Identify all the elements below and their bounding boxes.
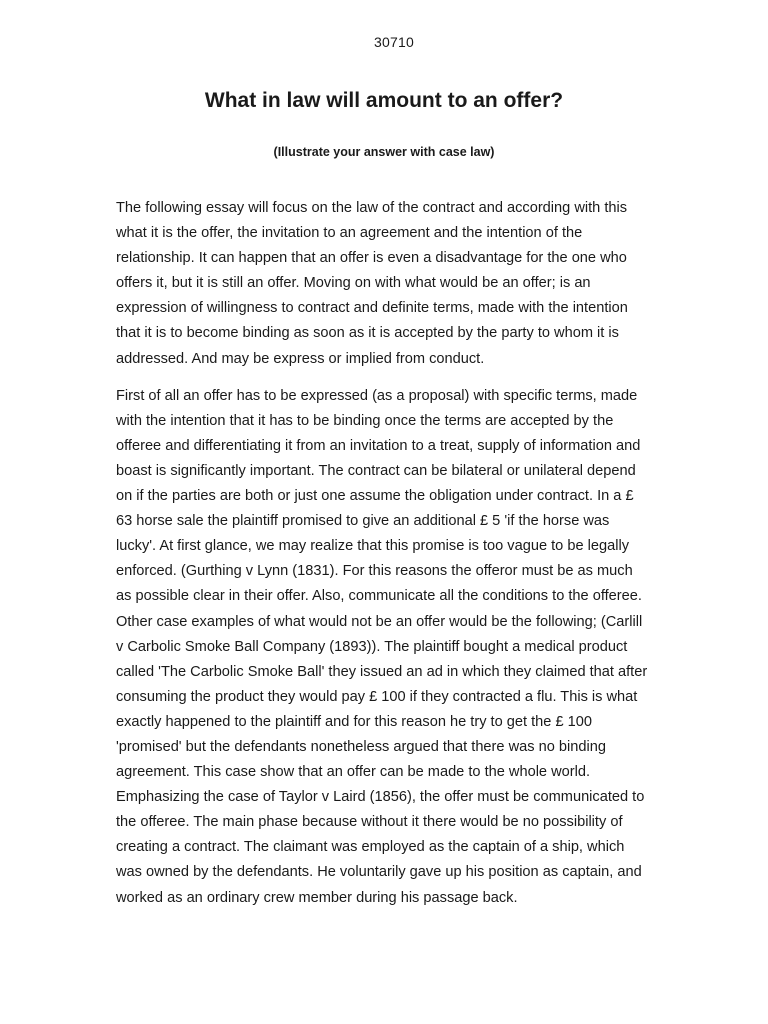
document-title: What in law will amount to an offer?: [204, 89, 564, 112]
essay-body: [116, 196, 652, 923]
page-number: 30710: [374, 34, 414, 50]
document-subtitle: (Illustrate your answer with case law): [273, 145, 495, 159]
essay-paragraph: First of all an offer has to be expressed (as a proposal) with specific terms, made with the intention that it has to be binding once the terms are accepted by the offeree and differentiating it from an invitation to a treat, supply of information and boast is significantly important. The contract can be bilateral or unilateral depend on if the parties are both or just one assume the obligation under contract. In a £ 63 horse sale the plaintiff promised to give an additional £ 5 'if the horse was lucky'. At first glance, we may realize that this promise is too vague to be legally enforced. (Gurthing v Lynn (1831). For this reasons the offeror must be as much as possible clear in their offer. Also, communicate all the conditions to the offeree. Other case examples of what would not be an offer would be the following; (Carlill v Carbolic Smoke Ball Company (1893)). The plaintiff bought a medical product called 'The Carbolic Smoke Ball' they issued an ad in which they claimed that after consuming the product they would pay £ 100 if they contracted a flu. This is what exactly happened to the plaintiff and for this reason he try to get the £ 100 'promised' but the defendants nonetheless argued that there was no binding agreement. This case show that an offer can be made to the whole world. Emphasizing the case of Taylor v Laird (1856), the offer must be communicated to the offeree. The main phase because without it there would be no possibility of creating a contract. The claimant was employed as the captain of a ship, which was owned by the defendants. He voluntarily gave up his position as captain, and worked as an ordinary crew member during his passage back.: [116, 387, 648, 906]
essay-paragraph: The following essay will focus on the law of the contract and according with this what it is the offer, the invitation to an agreement and the intention of the relationship. It can happen that an offer is even a disadvantage for the one who offers it, but it is still an offer. Moving on with what would be an offer; is an expression of willingness to contract and definite terms, made with the intention that it is to become binding as soon as it is accepted by the party to whom it is addressed. And may be express or implied from conduct.: [116, 200, 628, 367]
